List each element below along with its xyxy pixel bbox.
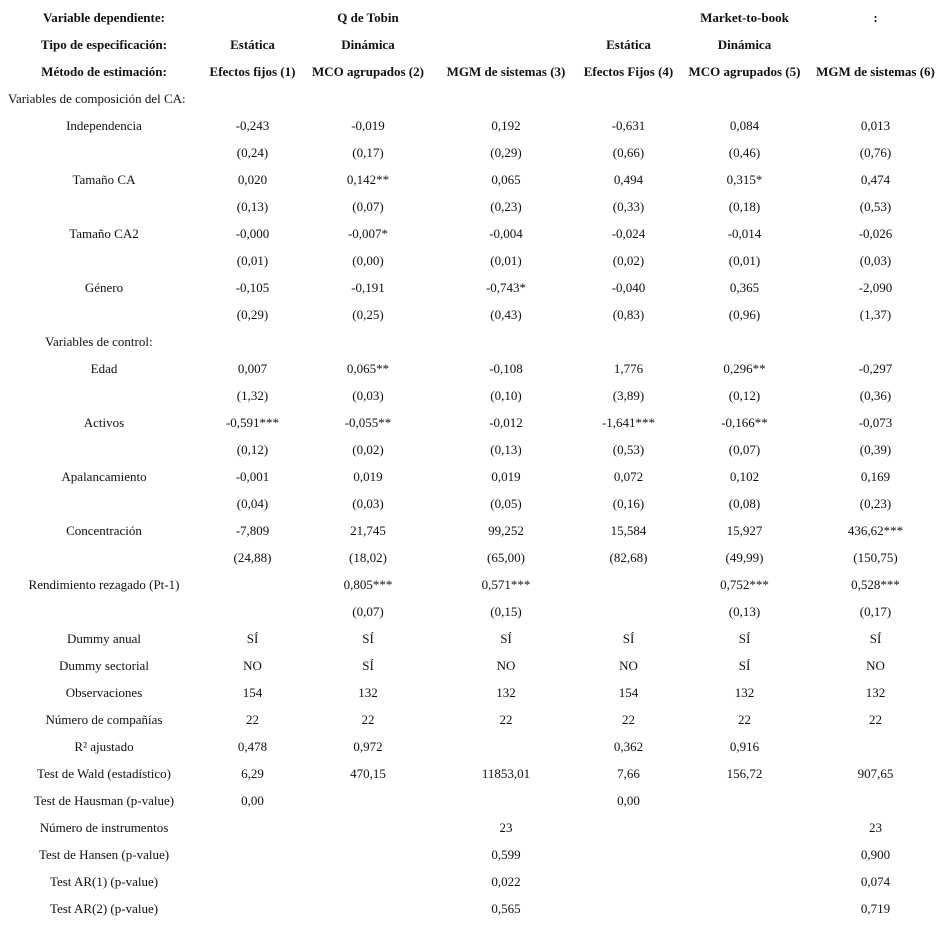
header-specification-type-mgm-3 [439,31,573,58]
cell-fe-1: -0,000 [235,225,270,241]
row-label [0,247,208,274]
cell-mco-5 [684,895,805,922]
cell-fe-1: -0,105 [235,279,270,295]
cell-mgm-6: NO [866,657,885,673]
cell-mco-5 [684,868,805,895]
cell-fe-4 [573,868,684,895]
cell-mco-2 [297,841,439,868]
cell-fe-1: (0,13) [236,198,269,214]
cell-mco-5: (0,18) [728,198,761,214]
cell-fe-4: 0,072 [613,468,644,484]
header-estimation-method [0,58,946,85]
cell-fe-4: SÍ [622,630,635,646]
cell-fe-4: 7,66 [617,765,640,781]
cell-mgm-6: 0,074 [860,873,891,889]
cell-mco-2: -0,007* [347,225,389,241]
cell-mco-5: 132 [734,684,755,700]
cell-fe-4: 0,00 [617,792,640,808]
cell-fe-4: -0,040 [611,279,646,295]
cell-mco-5: SÍ [738,630,751,646]
row-label: Tamaño CA [72,171,136,187]
table-row [0,787,946,814]
table-row-std-error [0,139,946,166]
cell-fe-4: (3,89) [612,387,645,403]
cell-mgm-6: (0,39) [859,441,892,457]
table-row [0,571,946,598]
header-estimation-method-mgm-6: MGM de sistemas (6) [816,63,935,79]
table-row [0,274,946,301]
cell-fe-1: 6,29 [241,765,264,781]
cell-fe-4: -0,631 [611,117,646,133]
row-label: Test de Wald (estadístico) [37,765,171,781]
header-estimation-method-mco-2: MCO agrupados (2) [312,63,424,79]
cell-fe-4: 15,584 [610,522,647,538]
cell-mco-5: 0,102 [729,468,760,484]
cell-fe-4: (82,68) [609,549,648,565]
cell-mgm-3: 23 [499,819,513,835]
cell-mgm-3: (0,13) [490,441,522,457]
cell-mgm-3: 22 [499,711,513,727]
cell-mco-5: (0,08) [728,495,761,511]
cell-mgm-3: -0,012 [489,414,523,430]
cell-mco-2: SÍ [362,630,374,646]
cell-mco-5: (0,07) [728,441,761,457]
cell-mgm-6: SÍ [869,630,882,646]
header-dependent-variable-mgm-3 [439,4,573,31]
cell-mgm-3: NO [496,657,516,673]
cell-mgm-6: 0,169 [860,468,891,484]
cell-mco-5: -0,166** [721,414,768,430]
cell-mgm-6: (0,76) [859,144,892,160]
cell-fe-1: 0,007 [237,360,268,376]
row-label [0,193,208,220]
cell-mco-5: 0,752*** [720,576,769,592]
cell-fe-4: (0,83) [612,306,645,322]
table-row-std-error [0,598,946,625]
row-label: Independencia [66,117,142,133]
cell-mgm-6: (0,03) [859,252,892,268]
cell-fe-4: 1,776 [613,360,644,376]
cell-mgm-3: (0,10) [490,387,522,403]
row-label: Número de instrumentos [39,819,169,835]
cell-mco-5: 0,296** [723,360,766,376]
cell-mgm-6: (1,37) [859,306,892,322]
row-label: Concentración [66,522,142,538]
cell-mgm-6: 0,900 [860,846,891,862]
cell-fe-1 [208,841,297,868]
cell-mco-2: (0,02) [352,441,384,457]
cell-fe-4 [573,814,684,841]
table-row-std-error [0,247,946,274]
row-label: Test AR(2) (p-value) [49,900,159,916]
cell-mco-2: 0,019 [353,468,383,484]
cell-fe-4: 0,494 [613,171,644,187]
cell-fe-1: 22 [246,711,259,727]
cell-mco-5: (0,13) [728,603,761,619]
table-row [0,895,946,922]
cell-mgm-3: (0,23) [490,198,522,214]
table-row [0,409,946,436]
row-label: R² ajustado [74,738,134,754]
cell-mco-5: -0,014 [727,225,762,241]
cell-fe-1: SÍ [246,630,259,646]
header-dependent-variable [0,4,946,31]
cell-mco-5: 0,315* [726,171,763,187]
cell-fe-1: (0,01) [236,252,269,268]
cell-fe-4: 0,362 [613,738,644,754]
cell-mco-5: 0,365 [729,279,760,295]
cell-mgm-3: 99,252 [488,522,524,538]
regression-results-table [0,4,946,922]
table-row-std-error [0,193,946,220]
cell-fe-1 [208,571,297,598]
cell-mco-2: (0,03) [352,387,384,403]
table-row [0,355,946,382]
cell-mco-2: (0,17) [352,144,384,160]
cell-mco-2: SÍ [362,657,374,673]
table-row-std-error [0,436,946,463]
cell-fe-4: (0,66) [612,144,645,160]
row-label: Test AR(1) (p-value) [49,873,159,889]
header-dependent-variable-label: Variable dependiente: [43,9,165,25]
cell-mco-2 [297,895,439,922]
cell-mgm-6: 0,528*** [851,576,900,592]
table-row [0,841,946,868]
cell-mco-5 [684,841,805,868]
cell-mgm-3: 0,599 [491,846,521,862]
cell-mco-5: (0,96) [728,306,761,322]
row-label: Activos [83,414,125,430]
header-dependent-variable-mco-5: Market-to-book [700,9,789,25]
cell-mgm-6: (150,75) [853,549,898,565]
cell-mgm-6 [805,787,946,814]
table-row [0,706,946,733]
cell-mgm-6: (0,53) [859,198,892,214]
cell-mgm-3: SÍ [500,630,512,646]
header-estimation-method-fe-1: Efectos fijos (1) [209,63,296,79]
cell-fe-4: (0,53) [612,441,645,457]
cell-fe-4: 154 [618,684,639,700]
cell-fe-4: 22 [622,711,635,727]
row-label: Dummy anual [66,630,141,646]
cell-mco-2: (0,07) [352,603,384,619]
table-row [0,517,946,544]
row-label: Apalancamiento [61,468,147,484]
header-specification-type-fe-4: Estática [606,36,651,52]
cell-fe-1 [208,895,297,922]
header-estimation-method-fe-4: Efectos Fijos (4) [583,63,674,79]
table-row [0,652,946,679]
table-row [0,166,946,193]
cell-mgm-3: 0,022 [491,873,521,889]
cell-mco-2 [297,787,439,814]
cell-mco-2: 21,745 [350,522,386,538]
row-label: Observaciones [65,684,143,700]
cell-mco-2: 132 [358,684,378,700]
cell-mco-5: SÍ [738,657,751,673]
header-estimation-method-label: Método de estimación: [41,63,167,79]
cell-mco-2: 22 [361,711,375,727]
cell-mgm-3: (0,01) [490,252,522,268]
cell-fe-1: 0,00 [241,792,264,808]
cell-mgm-3: 0,565 [491,900,521,916]
cell-fe-1: 154 [242,684,263,700]
table-row [0,112,946,139]
cell-mco-2: (0,00) [352,252,384,268]
cell-fe-1: -0,243 [235,117,270,133]
cell-mgm-3: (0,15) [490,603,522,619]
table-row-std-error [0,301,946,328]
section-heading-composition: Variables de composición del CA: [8,90,186,106]
section-row-composition [0,85,946,112]
cell-mco-5 [684,787,805,814]
cell-mgm-6: 0,719 [860,900,891,916]
table-row [0,868,946,895]
row-label: Género [84,279,124,295]
cell-fe-1: NO [243,657,262,673]
header-dependent-variable-fe-4 [573,4,684,31]
table-row-std-error [0,382,946,409]
row-label: Rendimiento rezagado (Pt-1) [28,576,180,592]
cell-mco-2: -0,055** [344,414,392,430]
cell-fe-4 [573,598,684,625]
cell-mgm-6: (0,23) [859,495,892,511]
cell-mgm-3: (65,00) [487,549,525,565]
cell-mgm-6: -0,073 [858,414,893,430]
cell-mco-2: 0,972 [353,738,383,754]
header-specification-type [0,31,946,58]
cell-mgm-6: 132 [865,684,886,700]
cell-fe-1 [208,868,297,895]
header-dependent-variable-mgm-6: : [873,9,878,25]
cell-mgm-6: -0,297 [858,360,893,376]
cell-mgm-6: -0,026 [858,225,893,241]
row-label: Test de Hausman (p-value) [33,792,175,808]
header-dependent-variable-mco-2: Q de Tobin [337,9,399,25]
cell-mco-5: 156,72 [726,765,763,781]
cell-mco-2: 0,142** [346,171,390,187]
cell-mgm-3: -0,108 [489,360,523,376]
header-specification-type-mgm-6 [805,31,946,58]
cell-fe-4 [573,571,684,598]
row-label [0,544,208,571]
cell-fe-4: (0,02) [612,252,645,268]
cell-fe-1: (0,29) [236,306,269,322]
cell-mco-2 [297,814,439,841]
cell-mgm-6: 0,474 [860,171,891,187]
cell-fe-1 [208,814,297,841]
cell-mgm-3: 0,192 [491,117,521,133]
cell-mgm-6 [805,733,946,760]
cell-mco-2 [297,868,439,895]
cell-fe-1 [208,598,297,625]
cell-mgm-3: 11853,01 [481,765,531,781]
cell-fe-1: 0,020 [237,171,268,187]
cell-mco-5 [684,814,805,841]
table-row-std-error [0,490,946,517]
cell-mgm-3 [439,733,573,760]
cell-mgm-6: (0,17) [859,603,892,619]
row-label: Número de compañías [45,711,163,727]
cell-fe-4: (0,16) [612,495,645,511]
cell-mgm-3: -0,004 [489,225,523,241]
cell-mco-2: 0,805*** [343,576,393,592]
cell-fe-1: (24,88) [233,549,272,565]
cell-mgm-6: 907,65 [857,765,894,781]
cell-mco-2: (0,03) [352,495,384,511]
cell-mgm-3: 0,065 [491,171,521,187]
cell-mco-2: 0,065** [346,360,390,376]
cell-mgm-3: (0,29) [490,144,522,160]
table-row [0,220,946,247]
row-label [0,382,208,409]
cell-fe-1: (1,32) [236,387,269,403]
cell-mco-5: (0,01) [728,252,761,268]
row-label: Tamaño CA2 [69,225,139,241]
cell-fe-4 [573,841,684,868]
row-label [0,598,208,625]
row-label: Edad [90,360,118,376]
cell-mgm-3: 0,019 [491,468,521,484]
cell-mgm-3: (0,43) [490,306,522,322]
table-row-std-error [0,544,946,571]
header-specification-type-mco-2: Dinámica [341,36,395,52]
cell-fe-4: -1,641*** [601,414,656,430]
cell-mgm-6: 436,62*** [847,522,904,538]
cell-fe-4: NO [619,657,638,673]
table-row [0,679,946,706]
table-row [0,814,946,841]
cell-fe-4: (0,33) [612,198,645,214]
cell-fe-4 [573,895,684,922]
row-label: Dummy sectorial [59,657,149,673]
header-dependent-variable-fe-1 [208,4,297,31]
cell-mco-5: (49,99) [725,549,764,565]
cell-mco-2: (18,02) [349,549,387,565]
cell-mgm-3: 0,571*** [481,576,531,592]
cell-mgm-6: 22 [869,711,882,727]
cell-mgm-6: (0,36) [859,387,892,403]
cell-fe-1: (0,12) [236,441,269,457]
cell-mco-2: 470,15 [350,765,386,781]
cell-mco-2: (0,25) [352,306,384,322]
cell-mgm-3: (0,05) [490,495,522,511]
section-heading-control: Variables de control: [45,333,153,349]
header-specification-type-label: Tipo de especificación: [40,36,168,52]
cell-mgm-6: 0,013 [860,117,891,133]
row-label [0,139,208,166]
cell-mgm-3: -0,743* [485,279,527,295]
header-specification-type-mco-5: Dinámica [717,36,772,52]
cell-mco-5: (0,46) [728,144,761,160]
cell-fe-1: (0,24) [236,144,269,160]
cell-mgm-3: 132 [496,684,516,700]
row-label [0,436,208,463]
cell-mco-5: 0,916 [729,738,760,754]
cell-mgm-3 [439,787,573,814]
table-row [0,733,946,760]
cell-mco-2: (0,07) [352,198,384,214]
cell-fe-1: -0,001 [235,468,270,484]
cell-fe-1: -7,809 [235,522,270,538]
header-estimation-method-mco-5: MCO agrupados (5) [688,63,801,79]
row-label: Test de Hansen (p-value) [38,846,170,862]
table-row [0,463,946,490]
cell-mgm-6: 23 [869,819,882,835]
cell-fe-4: -0,024 [611,225,646,241]
cell-fe-1: (0,04) [236,495,269,511]
cell-mgm-6: -2,090 [858,279,893,295]
cell-fe-1: 0,478 [237,738,268,754]
cell-mco-5: 0,084 [729,117,760,133]
row-label [0,301,208,328]
cell-mco-5: 15,927 [726,522,763,538]
table-row [0,625,946,652]
cell-mco-5: 22 [738,711,751,727]
cell-mco-5: (0,12) [728,387,761,403]
table-row [0,760,946,787]
header-estimation-method-mgm-3: MGM de sistemas (3) [446,63,566,79]
header-specification-type-fe-1: Estática [230,36,275,52]
row-label [0,490,208,517]
cell-fe-1: -0,591*** [225,414,280,430]
cell-mco-2: -0,019 [351,117,385,133]
cell-mco-2: -0,191 [351,279,385,295]
section-row-control [0,328,946,355]
